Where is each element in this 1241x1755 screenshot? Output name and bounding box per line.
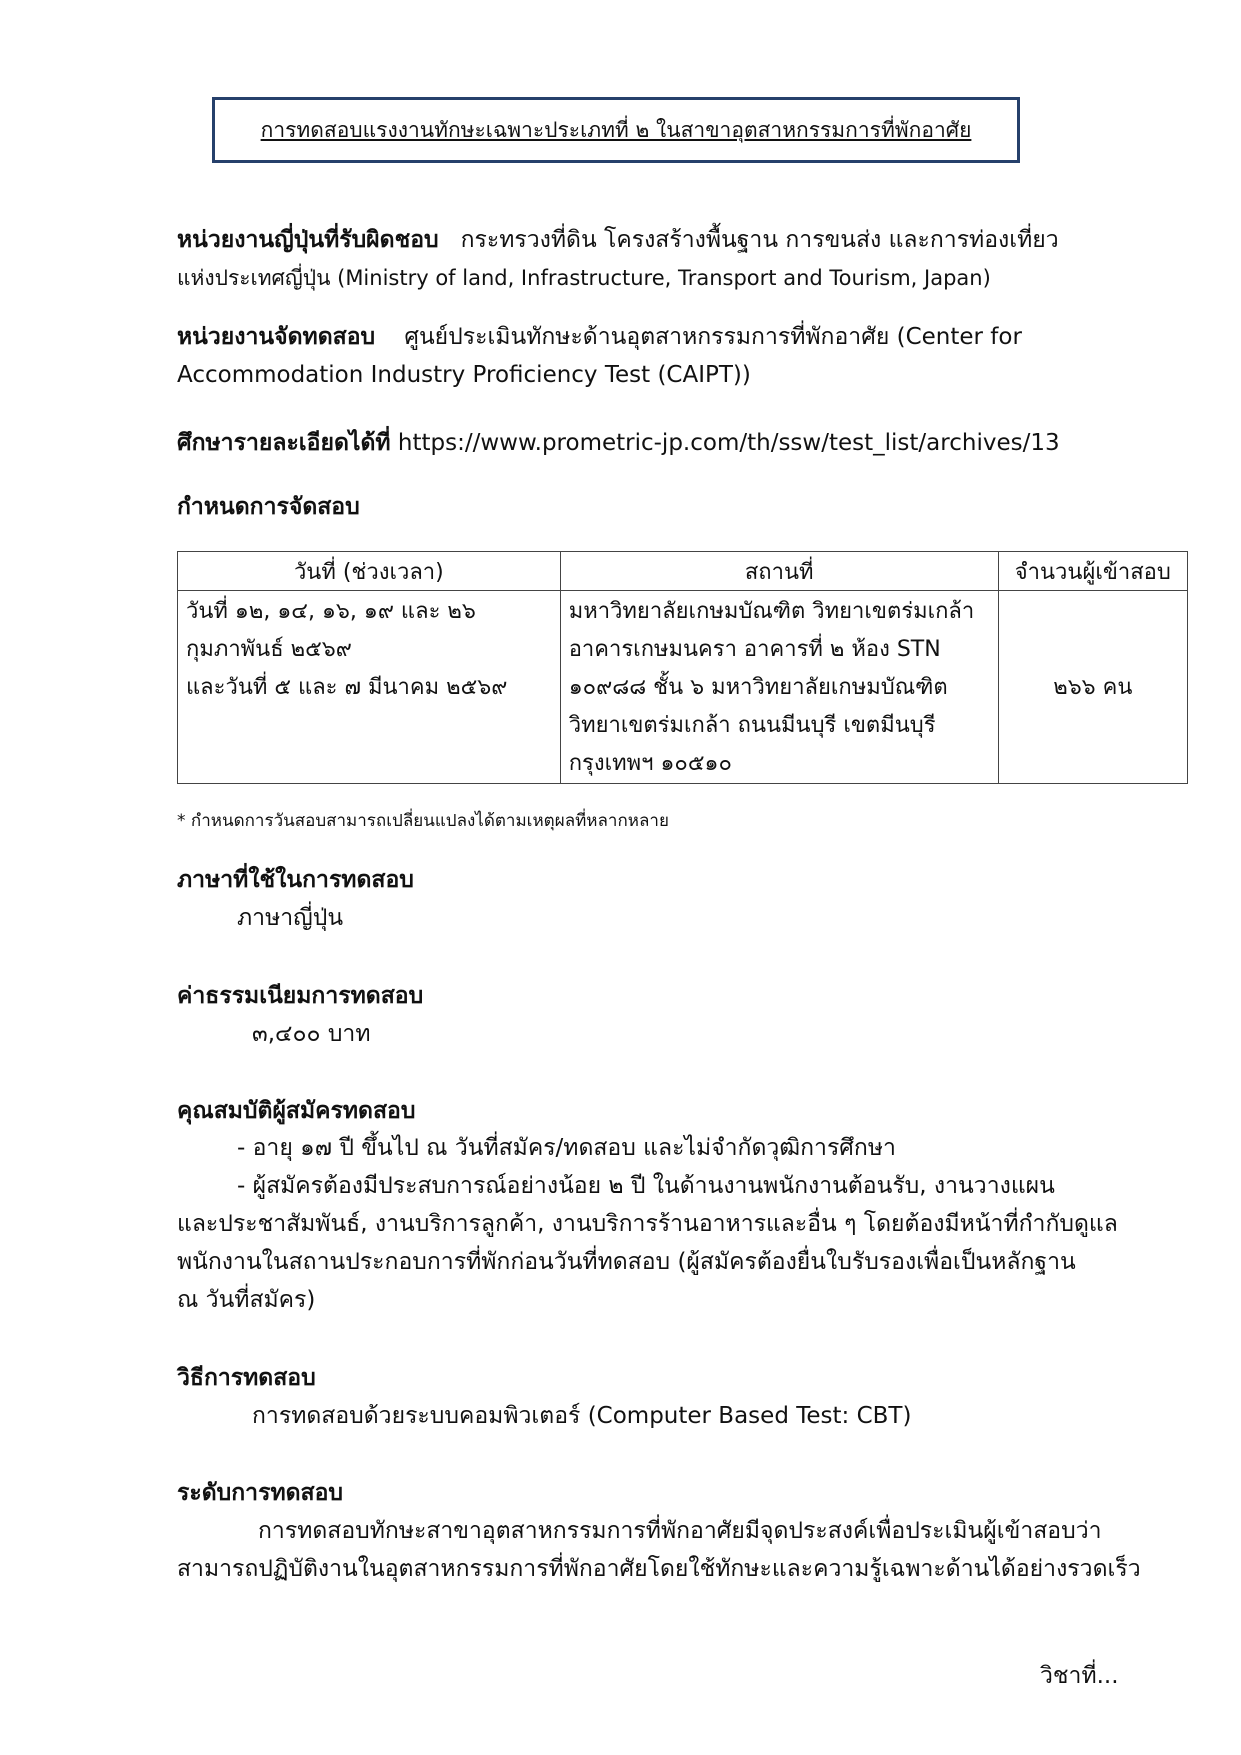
details-label: ศึกษารายละเอียดได้ที่ bbox=[177, 430, 391, 456]
level-line: การทดสอบทักษะสาขาอุตสาหกรรมการที่พักอาศัยมีจุดประสงค์เพื่อประเมินผู้เข้าสอบว่า bbox=[258, 1518, 1102, 1544]
table-header-row bbox=[178, 552, 1188, 591]
level-heading: ระดับการทดสอบ bbox=[177, 1480, 343, 1506]
level-line: สามารถปฏิบัติงานในอุตสาหกรรมการที่พักอาศัยโดยใช้ทักษะและความรู้เฉพาะด้านได้อย่างรวดเร็ว bbox=[177, 1556, 1141, 1582]
date-line: กุมภาพันธ์ ๒๕๖๙ bbox=[186, 637, 352, 662]
place-line: วิทยาเขตร่มเกล้า ถนนมีนบุรี เขตมีนบุรี bbox=[568, 713, 936, 738]
date-line: วันที่ ๑๒, ๑๔, ๑๖, ๑๙ และ ๒๖ bbox=[186, 599, 476, 624]
count-cell: ๒๖๖ คน bbox=[998, 591, 1187, 784]
place-line: อาคารเกษมนครา อาคารที่ ๒ ห้อง STN bbox=[568, 637, 941, 662]
details-url[interactable]: https://www.prometric-jp.com/th/ssw/test_list/archives/13 bbox=[397, 430, 1060, 456]
organizer-block bbox=[177, 318, 1122, 394]
qualification-item-1: - อายุ ๑๗ ปี ขึ้นไป ณ วันที่สมัคร/ทดสอบ และไม่จำกัดวุฒิการศึกษา bbox=[237, 1135, 896, 1161]
document-title: การทดสอบแรงงานทักษะเฉพาะประเภทที่ ๒ ในสาขาอุตสาหกรรมการที่พักอาศัย bbox=[260, 117, 972, 142]
qualifications-heading: คุณสมบัติผู้สมัครทดสอบ bbox=[177, 1098, 416, 1124]
page-footer: วิชาที่... bbox=[1040, 1663, 1119, 1689]
header-place: สถานที่ bbox=[560, 552, 998, 591]
title-box bbox=[212, 97, 1020, 163]
date-cell bbox=[178, 591, 561, 784]
place-cell bbox=[560, 591, 998, 784]
method-heading: วิธีการทดสอบ bbox=[177, 1365, 316, 1391]
language-value: ภาษาญี่ปุ่น bbox=[237, 905, 344, 931]
organizer-line2: Accommodation Industry Proficiency Test (CAIPT)) bbox=[177, 362, 751, 388]
place-line: กรุงเทพฯ ๑๐๕๑๐ bbox=[568, 751, 732, 776]
date-line: และวันที่ ๕ และ ๗ มีนาคม ๒๕๖๙ bbox=[186, 675, 508, 700]
schedule-heading: กำหนดการจัดสอบ bbox=[177, 494, 360, 520]
fee-heading: ค่าธรรมเนียมการทดสอบ bbox=[177, 983, 424, 1009]
header-count: จำนวนผู้เข้าสอบ bbox=[998, 552, 1187, 591]
organizer-line1: ศูนย์ประเมินทักษะด้านอุตสาหกรรมการที่พักอาศัย (Center for bbox=[404, 324, 1022, 350]
place-line: มหาวิทยาลัยเกษมบัณฑิต วิทยาเขตร่มเกล้า bbox=[568, 599, 975, 624]
qualification-item-2-line: ณ วันที่สมัคร) bbox=[177, 1287, 316, 1313]
header-date: วันที่ (ช่วงเวลา) bbox=[178, 552, 561, 591]
organizer-label: หน่วยงานจัดทดสอบ bbox=[177, 324, 376, 350]
qualification-item-2-line: - ผู้สมัครต้องมีประสบการณ์อย่างน้อย ๒ ปี ในด้านงานพนักงานต้อนรับ, งานวางแผน bbox=[237, 1173, 1055, 1199]
responsible-agency-line2: แห่งประเทศญี่ปุ่น (Ministry of land, Infrastructure, Transport and Tourism, Japan) bbox=[177, 266, 991, 290]
responsible-agency-label: หน่วยงานญี่ปุ่นที่รับผิดชอบ bbox=[177, 227, 439, 253]
details-block bbox=[177, 424, 1122, 462]
language-heading: ภาษาที่ใช้ในการทดสอบ bbox=[177, 867, 414, 893]
place-line: ๑๐๙๘๘ ชั้น ๖ มหาวิทยาลัยเกษมบัณฑิต bbox=[568, 675, 948, 700]
responsible-agency-block bbox=[177, 221, 1122, 297]
responsible-agency-line1: กระทรวงที่ดิน โครงสร้างพื้นฐาน การขนส่ง และการท่องเที่ยว bbox=[460, 227, 1059, 253]
table-row bbox=[178, 591, 1188, 784]
schedule-table bbox=[177, 551, 1188, 784]
qualification-item-2-line: และประชาสัมพันธ์, งานบริการลูกค้า, งานบริการร้านอาหารและอื่น ๆ โดยต้องมีหน้าที่กำกับดูแล bbox=[177, 1211, 1118, 1237]
qualification-item-2-line: พนักงานในสถานประกอบการที่พักก่อนวันที่ทดสอบ (ผู้สมัครต้องยื่นใบรับรองเพื่อเป็นหลักฐาน bbox=[177, 1249, 1076, 1275]
method-value: การทดสอบด้วยระบบคอมพิวเตอร์ (Computer Based Test: CBT) bbox=[252, 1403, 912, 1429]
schedule-note: * กำหนดการวันสอบสามารถเปลี่ยนแปลงได้ตามเหตุผลที่หลากหลาย bbox=[177, 811, 669, 831]
fee-value: ๓,๔๐๐ บาท bbox=[252, 1021, 371, 1047]
